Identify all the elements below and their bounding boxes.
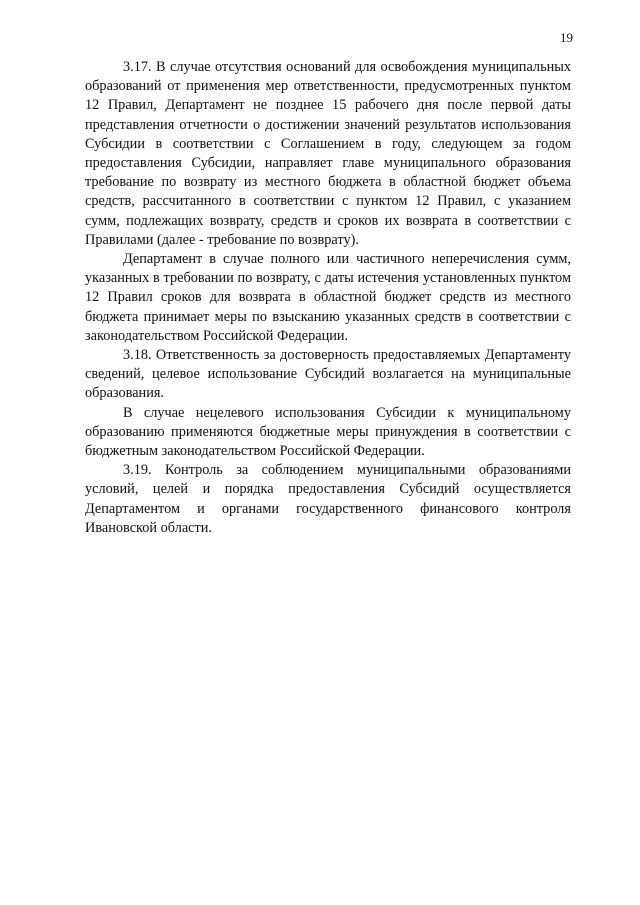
paragraph-3-19: 3.19. Контроль за соблюдением муниципальными образованиями условий, целей и порядка предоставления Субсидий осуществляется Департаментом и органами государственного финансового контроля Ивановской области. (85, 462, 571, 536)
document-body (85, 58, 571, 538)
paragraph-3-17: 3.17. В случае отсутствия оснований для освобождения муниципальных образований от применения мер ответственности, предусмотренных пунктом 12 Правил, Департамент не позднее 15 рабочего дня после первой даты представления отчетности о достижении значений результатов использования Субсидии в соответствии с Соглашением в году, следующем за годом предоставления Субсидии, направляет главе муниципального образования требование по возврату из местного бюджета в областной бюджет объема средств, рассчитанного в соответствии с пунктом 12 Правил, с указанием сумм, подлежащих возврату, средств и сроков их возврата в соответствии с Правилами (далее - требование по возврату). (85, 59, 571, 248)
page-number: 19 (560, 30, 573, 45)
paragraph-misuse-measures: В случае нецелевого использования Субсидии к муниципальному образованию применяются бюджетные меры принуждения в соответствии с бюджетным законодательством Российской Федерации. (85, 404, 571, 460)
paragraph-refund-enforcement: Департамент в случае полного или частичного неперечисления сумм, указанных в требовании по возврату, с даты истечения установленных пунктом 12 Правил сроков для возврата в областной бюджет средств из местного бюджета принимает меры по взысканию указанных средств в соответствии с законодательством Российской Федерации. (85, 251, 571, 344)
paragraph-3-18: 3.18. Ответственность за достоверность предоставляемых Департаменту сведений, целевое использование Субсидий возлагается на муниципальные образования. (85, 347, 571, 402)
